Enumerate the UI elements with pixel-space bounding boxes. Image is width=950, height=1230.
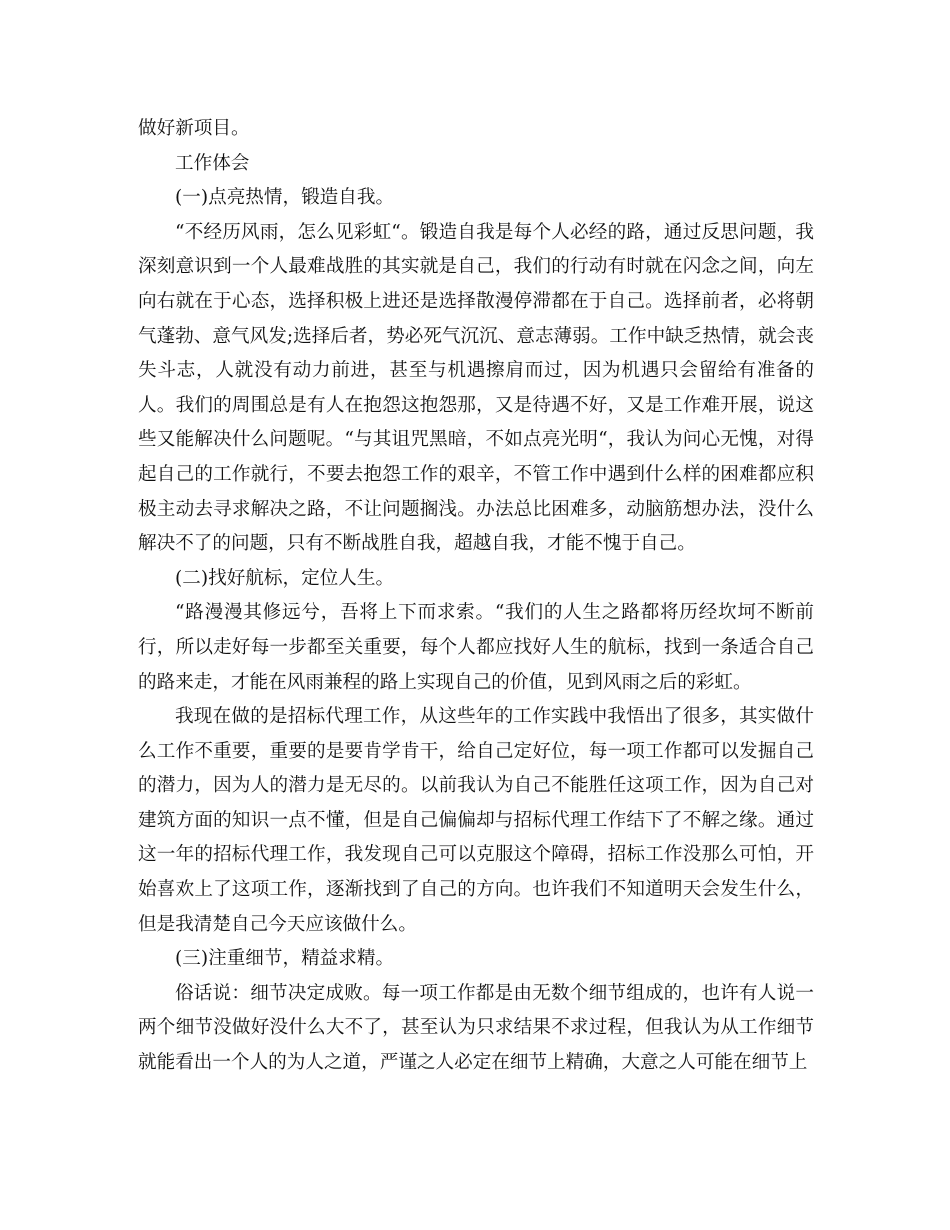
paragraph-3: 我现在做的是招标代理工作，从这些年的工作实践中我悟出了很多，其实做什么工作不重要，重要的是要肯学肯干，给自己定好位，每一项工作都可以发掘自己的潜力，因为人的潜力是无尽的。以前我认为自己不能胜任这项工作，因为自己对建筑方面的知识一点不懂，但是自己偏偏却与招标代理工作结下了不解之缘。通过这一年的招标代理工作，我发现自己可以克服这个障碍，招标工作没那么可怕，开始喜欢上了这项工作，逐渐找到了自己的方向。也许我们不知道明天会发生什么，但是我清楚自己今天应该做什么。 <box>138 706 814 935</box>
paragraph-1: “不经历风雨，怎么见彩虹“。锻造自我是每个人必经的路，通过反思问题，我深刻意识到一个人最难战胜的其实就是自己，我们的行动有时就在闪念之间，向左向右就在于心态，选择积极上进还是选择散漫停滞都在于自己。选择前者，必将朝气蓬勃、意气风发;选择后者，势必死气沉沉、意志薄弱。工作中缺乏热情，就会丧失斗志，人就没有动力前进，甚至与机遇擦肩而过，因为机遇只会留给有准备的人。我们的周围总是有人在抱怨这抱怨那，又是待遇不好，又是工作难开展，说这些又能解决什么问题呢。“与其诅咒黑暗，不如点亮光明“，我认为问心无愧，对得起自己的工作就行，不要去抱怨工作的艰辛，不管工作中遇到什么样的困难都应积极主动去寻求解决之路，不让问题搁浅。办法总比困难多，动脑筋想办法，没什么解决不了的问题，只有不断战胜自我，超越自我，才能不愧于自己。 <box>138 221 814 555</box>
paragraph-continuation: 做好新项目。 <box>138 118 250 139</box>
subheading-1: (一)点亮热情，锻造自我。 <box>175 187 395 209</box>
section-heading: 工作体会 <box>175 152 250 174</box>
document-body <box>138 112 814 1081</box>
paragraph-2: “路漫漫其修远兮，吾将上下而求索。“我们的人生之路都将历经坎坷不断前行，所以走好每一步都至关重要，每个人都应找好人生的航标，找到一条适合自己的路来走，才能在风雨兼程的路上实现自己的价值，见到风雨之后的彩虹。 <box>138 602 814 693</box>
paragraph-4: 俗话说：细节决定成败。每一项工作都是由无数个细节组成的，也许有人说一两个细节没做好没什么大不了，甚至认为只求结果不求过程，但我认为从工作细节就能看出一个人的为人之道，严谨之人必定在细节上精确，大意之人可能在细节上 <box>138 982 814 1074</box>
subheading-2: (二)找好航标，定位人生。 <box>175 567 395 589</box>
subheading-3: (三)注重细节，精益求精。 <box>175 948 395 970</box>
